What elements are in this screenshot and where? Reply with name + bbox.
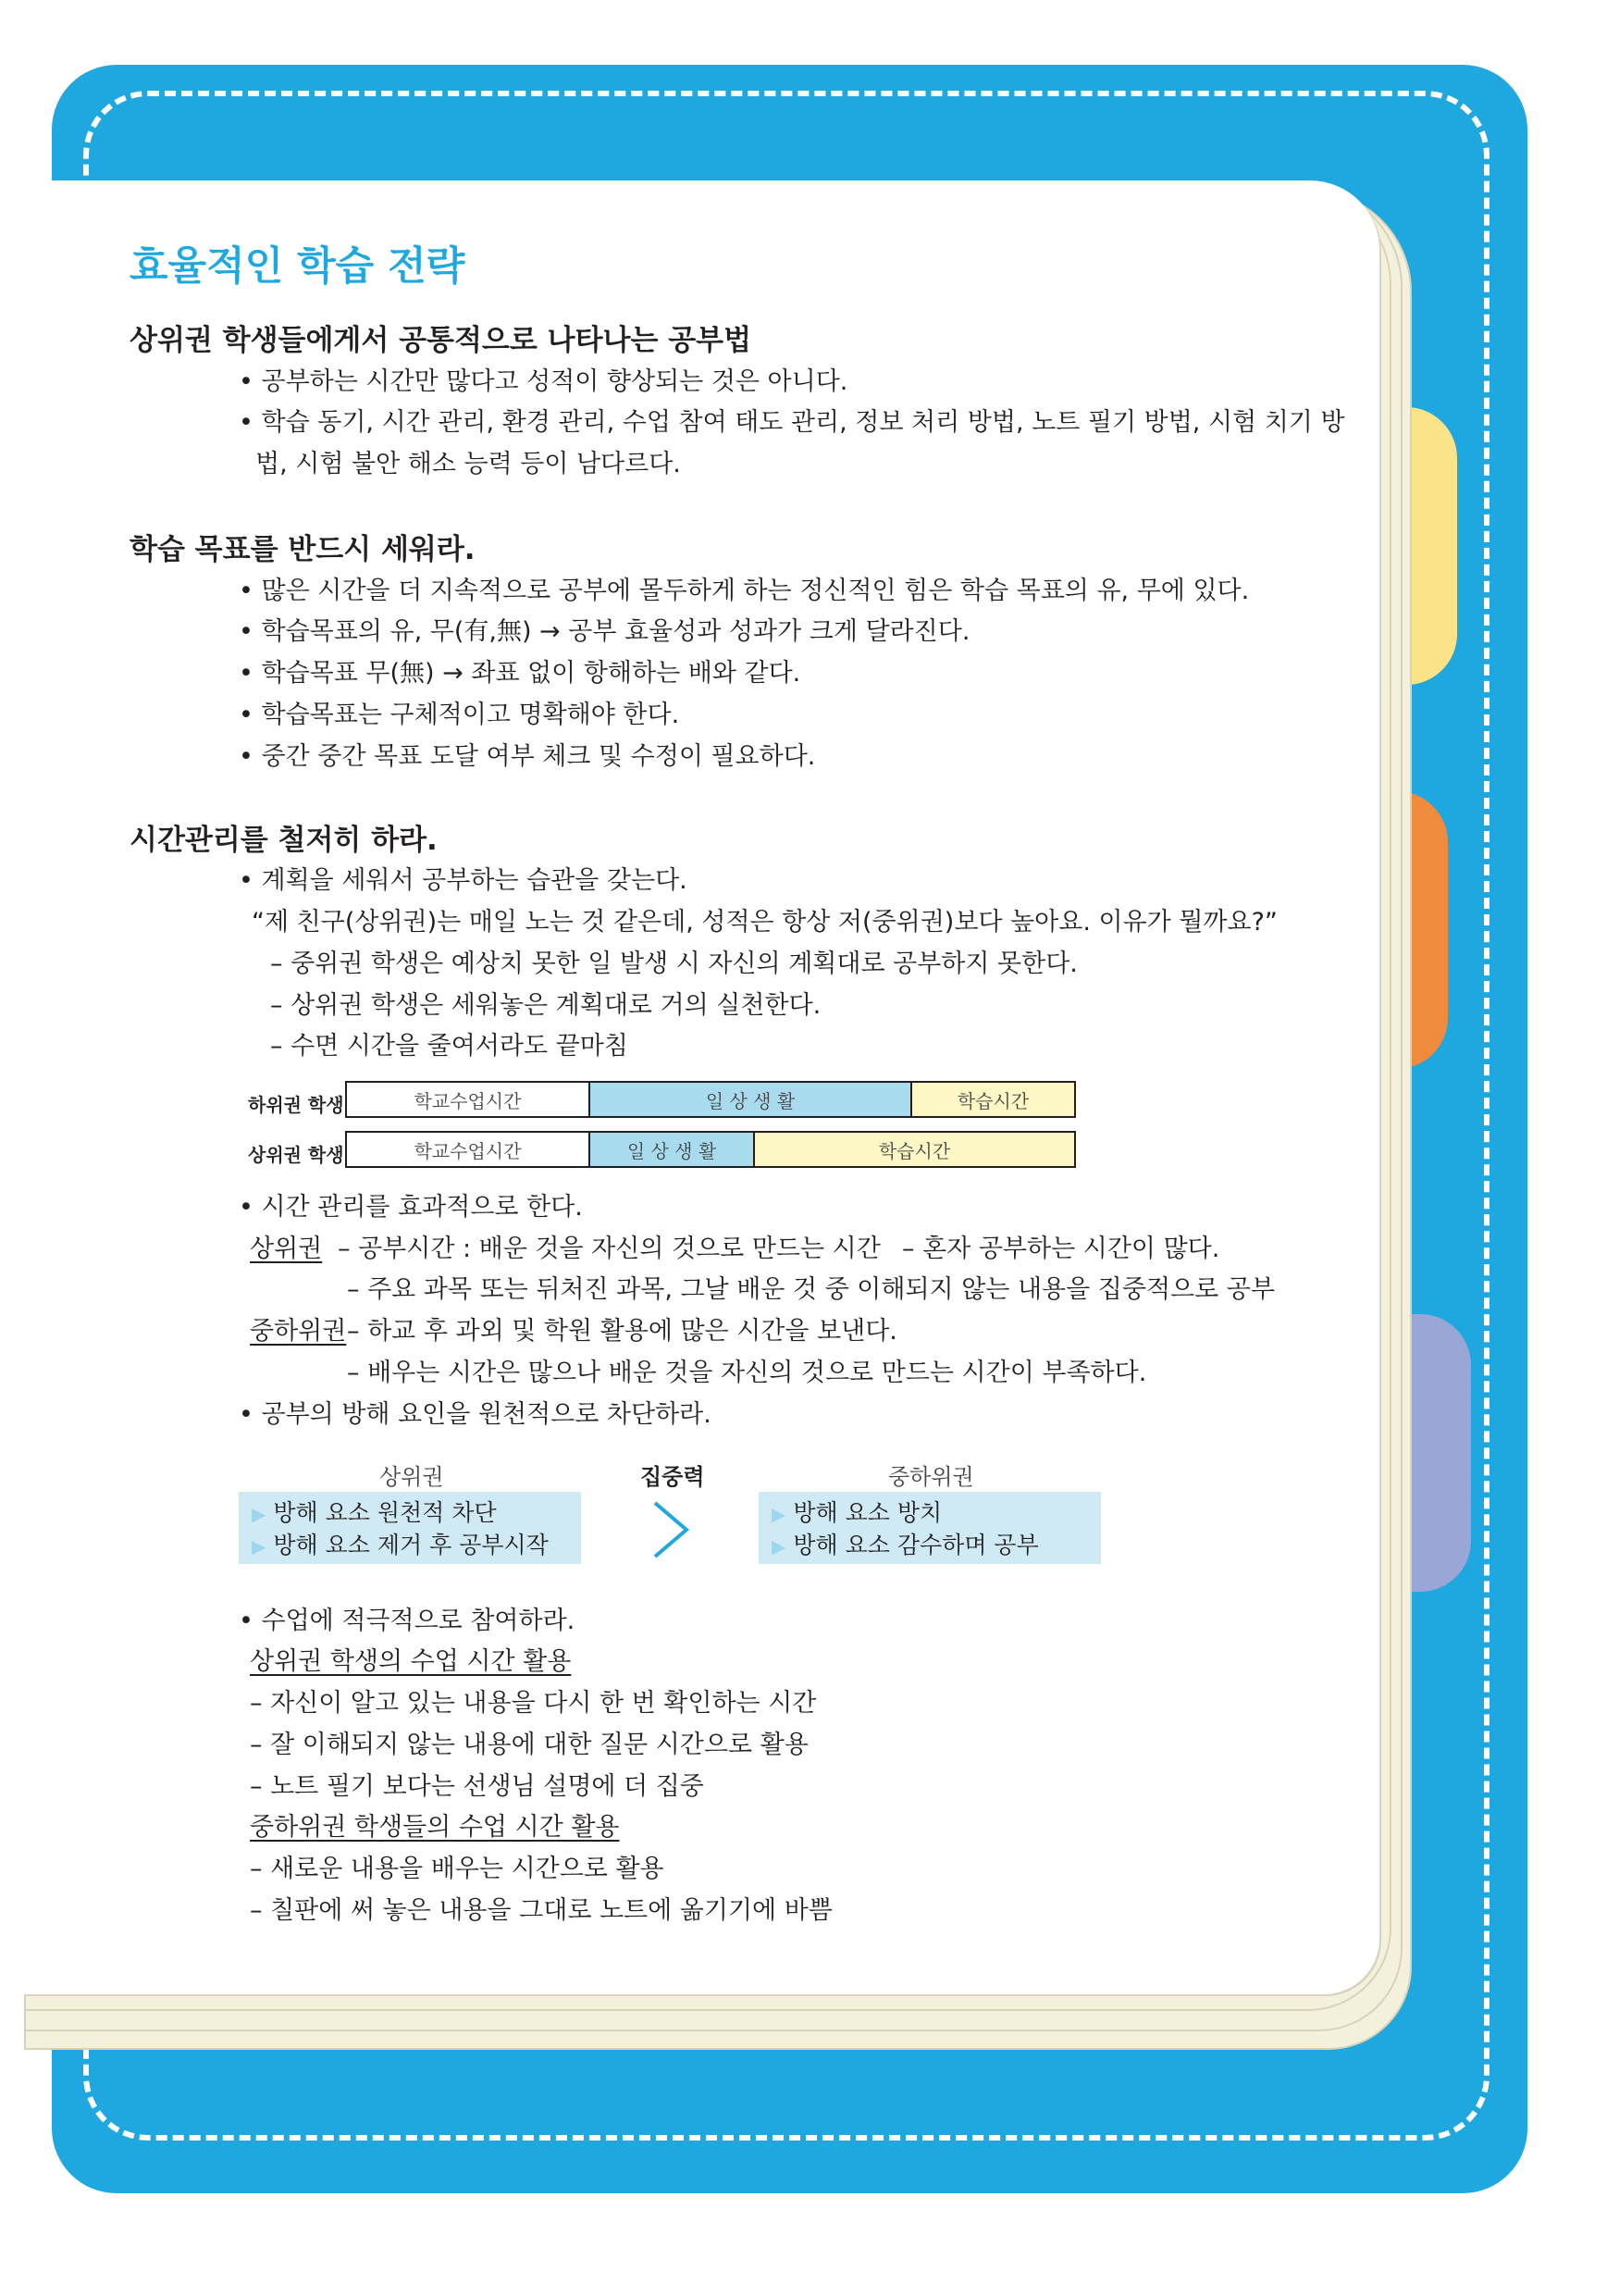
daily-segment: 일 상 생 활 <box>590 1133 755 1166</box>
bullet-text: 법, 시험 불안 해소 능력 등이 남다르다. <box>255 450 681 478</box>
compare-item: 방해 요소 제거 후 공부시작 <box>273 1532 549 1558</box>
bullet-text: • 계획을 세워서 공부하는 습관을 갖는다. <box>239 866 687 895</box>
compare-item: 방해 요소 방치 <box>793 1499 943 1526</box>
compare-item: 방해 요소 원천적 차단 <box>273 1499 497 1526</box>
dash-text: – 배우는 시간은 많으나 배운 것을 자신의 것으로 만드는 시간이 부족하다. <box>347 1359 1147 1387</box>
compare-left-box <box>239 1492 581 1564</box>
school-segment: 학교수업시간 <box>347 1083 590 1116</box>
compare-right-box <box>759 1492 1101 1564</box>
dash-text: – 혼자 공부하는 시간이 많다. <box>902 1235 1220 1263</box>
triangle-icon: ▶ <box>252 1503 266 1525</box>
dash-text: – 주요 과목 또는 뒤처진 과목, 그날 배운 것 중 이해되지 않는 내용을 집중적으로 공부 <box>347 1275 1275 1304</box>
dash-text: – 중위권 학생은 예상치 못한 일 발생 시 자신의 계획대로 공부하지 못한다. <box>270 949 1078 978</box>
timeline-bar <box>345 1131 1076 1168</box>
compare-item: 방해 요소 감수하며 공부 <box>793 1532 1039 1558</box>
bullet-text: • 공부의 방해 요인을 원천적으로 차단하라. <box>239 1400 711 1429</box>
page-title: 효율적인 학습 전략 <box>130 243 465 290</box>
dash-text: – 수면 시간을 줄여서라도 끝마침 <box>270 1032 628 1061</box>
study-segment: 학습시간 <box>755 1133 1074 1166</box>
triangle-icon: ▶ <box>252 1535 266 1558</box>
bullet-text: • 중간 중간 목표 도달 여부 체크 및 수정이 필요하다. <box>239 742 816 771</box>
dash-text: – 노트 필기 보다는 선생님 설명에 더 집중 <box>250 1772 704 1801</box>
timeline-bar <box>345 1081 1076 1118</box>
bullet-text: • 시간 관리를 효과적으로 한다. <box>239 1193 583 1222</box>
section-heading: 상위권 학생들에게서 공통적으로 나타나는 공부법 <box>130 324 752 357</box>
dash-text: – 자신이 알고 있는 내용을 다시 한 번 확인하는 시간 <box>250 1689 817 1718</box>
triangle-icon: ▶ <box>772 1535 786 1558</box>
daily-segment: 일 상 생 활 <box>590 1083 912 1116</box>
study-segment: 학습시간 <box>912 1083 1074 1116</box>
bullet-text: • 학습목표의 유, 무(有,無) → 공부 효율성과 성과가 크게 달라진다. <box>239 617 970 646</box>
dash-text: – 잘 이해되지 않는 내용에 대한 질문 시간으로 활용 <box>250 1731 809 1759</box>
bullet-text: • 학습목표는 구체적이고 명확해야 한다. <box>239 701 680 729</box>
dash-text: – 상위권 학생은 세워놓은 계획대로 거의 실천한다. <box>270 991 822 1020</box>
group-label-lower: 중하위권 <box>250 1317 347 1346</box>
compare-center-label: 집중력 <box>640 1464 705 1490</box>
dash-text: – 공부시간 : 배운 것을 자신의 것으로 만드는 시간 <box>338 1235 881 1263</box>
compare-left-title: 상위권 <box>379 1464 444 1490</box>
bullet-text: • 공부하는 시간만 많다고 성적이 향상되는 것은 아니다. <box>239 367 848 396</box>
subsection-title: 상위권 학생의 수업 시간 활용 <box>250 1647 572 1676</box>
dash-text: – 하교 후 과외 및 학원 활용에 많은 시간을 보낸다. <box>347 1317 897 1346</box>
group-label-upper: 상위권 <box>250 1235 323 1263</box>
dash-text: – 칠판에 써 놓은 내용을 그대로 노트에 옮기기에 바쁨 <box>250 1896 833 1925</box>
bullet-text: • 학습목표 무(無) → 좌표 없이 항해하는 배와 같다. <box>239 659 801 688</box>
subsection-title: 중하위권 학생들의 수업 시간 활용 <box>250 1813 620 1842</box>
quote-text: “제 친구(상위권)는 매일 노는 것 같은데, 성적은 항상 저(중위권)보다 높아요. 이유가 뭘까요?” <box>252 908 1278 937</box>
chevron-right-icon <box>648 1497 694 1562</box>
section-heading: 시간관리를 철저히 하라. <box>130 824 438 857</box>
timeline-label: 하위권 학생 <box>248 1094 344 1116</box>
bullet-text: • 학습 동기, 시간 관리, 환경 관리, 수업 참여 태도 관리, 정보 처리 방법, 노트 필기 방법, 시험 치기 방 <box>239 408 1345 437</box>
timeline-label: 상위권 학생 <box>248 1144 344 1166</box>
bullet-text: • 수업에 적극적으로 참여하라. <box>239 1607 575 1635</box>
triangle-icon: ▶ <box>772 1503 786 1525</box>
bullet-text: • 많은 시간을 더 지속적으로 공부에 몰두하게 하는 정신적인 힘은 학습 목표의 유, 무에 있다. <box>239 577 1250 605</box>
school-segment: 학교수업시간 <box>347 1133 590 1166</box>
dash-text: – 새로운 내용을 배우는 시간으로 활용 <box>250 1855 664 1883</box>
compare-right-title: 중하위권 <box>888 1464 974 1490</box>
section-heading: 학습 목표를 반드시 세워라. <box>130 533 476 566</box>
